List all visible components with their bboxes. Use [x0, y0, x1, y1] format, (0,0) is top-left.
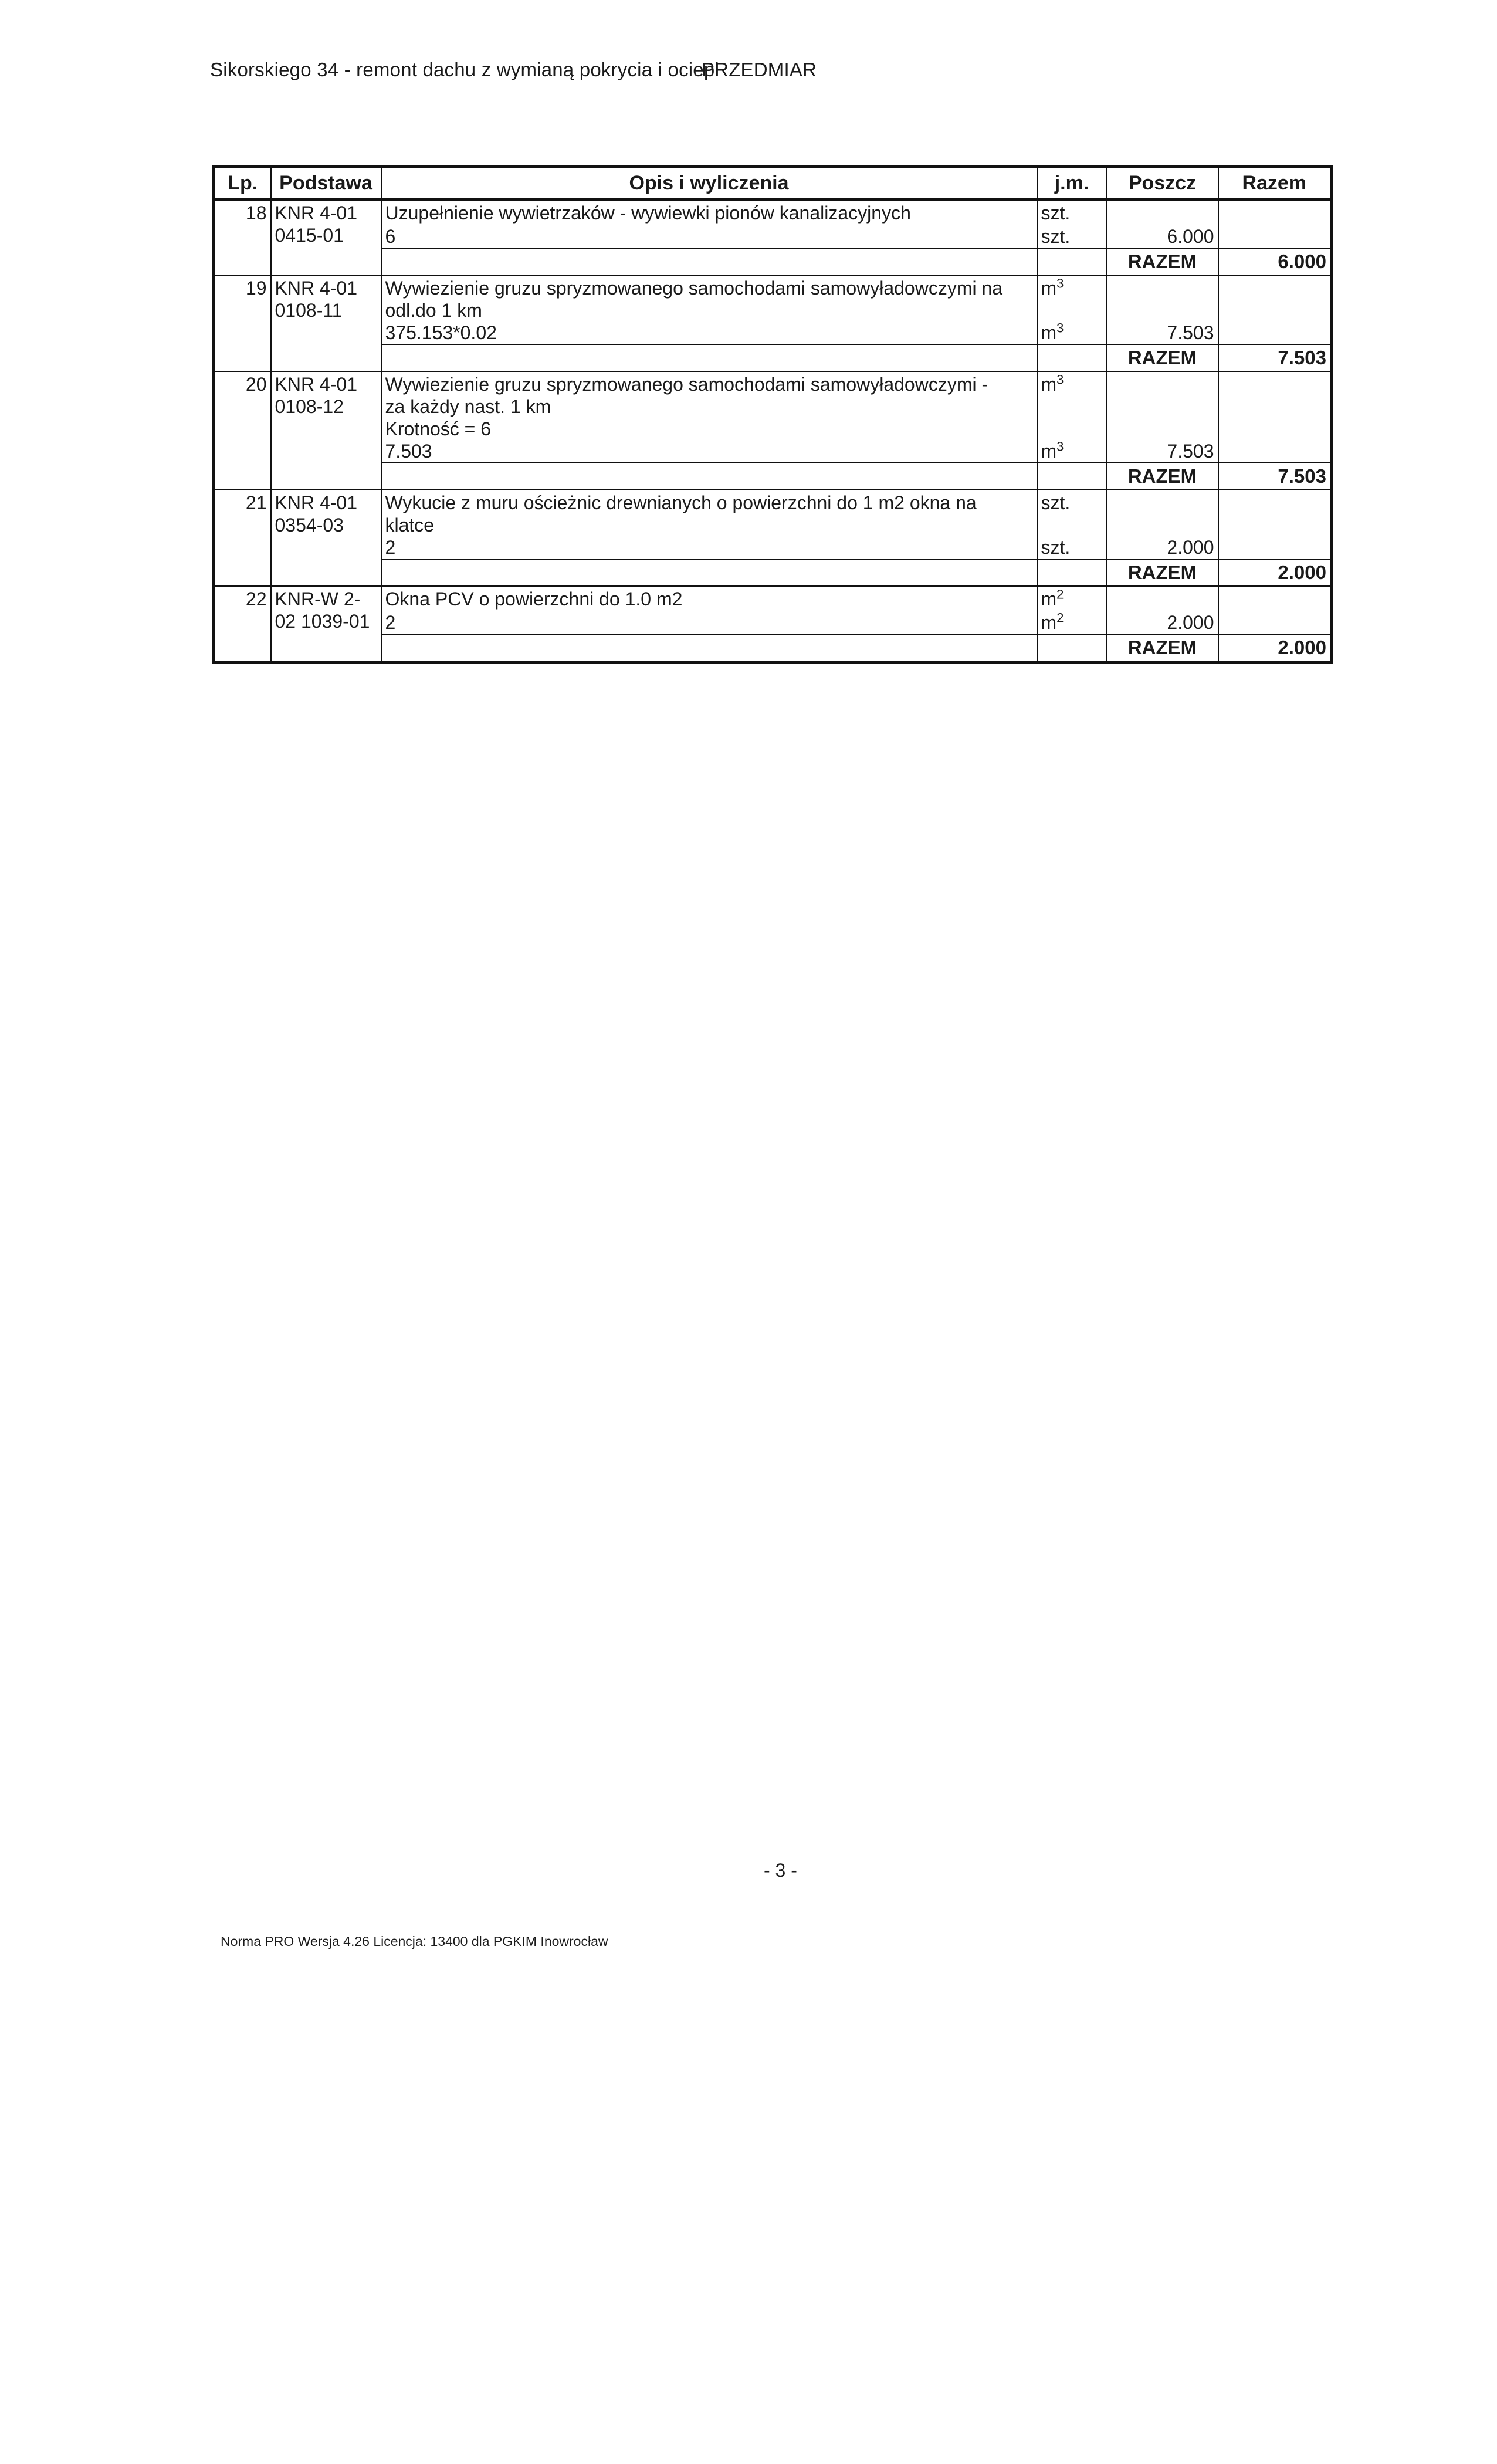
- poszcz-value: 2.000: [1107, 536, 1218, 559]
- page-number: - 3 -: [764, 1860, 797, 1881]
- opis-cell: [381, 490, 1037, 536]
- poszcz-value: 2.000: [1107, 610, 1218, 634]
- row-number: 19: [214, 275, 271, 344]
- razem-label: RAZEM: [1107, 463, 1218, 490]
- podstawa-code: KNR 4-01: [275, 277, 357, 299]
- calc-jm-unit: m: [1041, 322, 1057, 343]
- razem-label: RAZEM: [1107, 634, 1218, 662]
- column-header-jm: j.m.: [1037, 167, 1107, 199]
- podstawa-cell: [271, 371, 381, 463]
- jm-cell: [1037, 275, 1107, 321]
- calc-jm-unit: m: [1041, 612, 1057, 633]
- opis-line: Okna PCV o powierzchni do 1.0 m2: [385, 588, 683, 610]
- razem-value: 2.000: [1218, 634, 1332, 662]
- jm-exponent: 2: [1056, 587, 1064, 602]
- calc-expression: 2: [381, 536, 1037, 559]
- table-header-row: [214, 167, 1332, 199]
- jm-cell: szt.: [1037, 199, 1107, 225]
- opis-line: Wykucie z muru ościeżnic drewnianych o powierzchni do 1 m2 okna na: [385, 492, 977, 513]
- calc-expression: 2: [381, 610, 1037, 634]
- column-header-razem: Razem: [1218, 167, 1332, 199]
- podstawa-number: 0415-01: [275, 225, 344, 246]
- calc-expression: 7.503: [381, 440, 1037, 463]
- razem-label: RAZEM: [1107, 344, 1218, 371]
- razem-value: 6.000: [1218, 248, 1332, 275]
- podstawa-code: KNR 4-01: [275, 202, 357, 224]
- podstawa-number: 02 1039-01: [275, 611, 370, 632]
- poszcz-value: 7.503: [1107, 321, 1218, 344]
- jm-unit: m: [1041, 588, 1057, 610]
- column-header-lp: Lp.: [214, 167, 271, 199]
- calc-jm-exponent: 3: [1056, 439, 1064, 454]
- row-number: 22: [214, 586, 271, 634]
- podstawa-code: KNR-W 2-: [275, 588, 361, 610]
- calc-jm: [1037, 321, 1107, 344]
- jm-cell: [1037, 586, 1107, 610]
- row-number: 21: [214, 490, 271, 559]
- poszcz-value: 6.000: [1107, 224, 1218, 248]
- podstawa-cell: [271, 490, 381, 559]
- calc-jm-exponent: 3: [1056, 320, 1064, 336]
- calc-jm: [1037, 440, 1107, 463]
- podstawa-number: 0108-12: [275, 396, 344, 417]
- podstawa-cell: [271, 586, 381, 634]
- opis-line: Wywiezienie gruzu spryzmowanego samochodami samowyładowczymi na: [385, 277, 1003, 299]
- opis-cell: [381, 199, 1037, 225]
- opis-line: odl.do 1 km: [385, 300, 482, 321]
- calc-expression: 375.153*0.02: [381, 321, 1037, 344]
- header-document-title: PRZEDMIAR: [701, 59, 817, 80]
- software-footer: Norma PRO Wersja 4.26 Licencja: 13400 dla PGKIM Inowrocław: [221, 1934, 608, 1949]
- razem-label: RAZEM: [1107, 559, 1218, 586]
- opis-line: klatce: [385, 515, 435, 536]
- table-row: [214, 371, 1332, 490]
- page-header: [210, 59, 817, 81]
- calc-jm-exponent: 2: [1056, 610, 1064, 625]
- calc-jm: szt.: [1037, 224, 1107, 248]
- table-row: [214, 586, 1332, 662]
- jm-unit: m: [1041, 277, 1057, 299]
- calc-expression: 6: [381, 224, 1037, 248]
- poszcz-value: 7.503: [1107, 440, 1218, 463]
- podstawa-number: 0354-03: [275, 515, 344, 536]
- opis-cell: [381, 371, 1037, 440]
- calc-jm: szt.: [1037, 536, 1107, 559]
- header-project-text: Sikorskiego 34 - remont dachu z wymianą pokrycia i ociepl: [210, 59, 719, 80]
- podstawa-cell: [271, 275, 381, 344]
- razem-value: 2.000: [1218, 559, 1332, 586]
- podstawa-number: 0108-11: [275, 300, 343, 321]
- opis-cell: [381, 586, 1037, 610]
- row-number: 20: [214, 371, 271, 463]
- podstawa-code: KNR 4-01: [275, 492, 357, 513]
- table-row: [214, 490, 1332, 586]
- jm-unit: m: [1041, 374, 1057, 395]
- opis-cell: [381, 275, 1037, 321]
- calc-jm: [1037, 610, 1107, 634]
- jm-cell: szt.: [1037, 490, 1107, 536]
- opis-line: za każdy nast. 1 km: [385, 396, 551, 417]
- column-header-poszcz: Poszcz: [1107, 167, 1218, 199]
- podstawa-cell: [271, 199, 381, 249]
- jm-cell: [1037, 371, 1107, 440]
- calc-jm-unit: m: [1041, 441, 1057, 462]
- column-header-podstawa: Podstawa: [271, 167, 381, 199]
- opis-line: Uzupełnienie wywietrzaków - wywiewki pionów kanalizacyjnych: [385, 202, 911, 224]
- jm-exponent: 3: [1056, 276, 1064, 291]
- column-header-opis: Opis i wyliczenia: [381, 167, 1037, 199]
- razem-label: RAZEM: [1107, 248, 1218, 275]
- razem-value: 7.503: [1218, 463, 1332, 490]
- podstawa-code: KNR 4-01: [275, 374, 357, 395]
- row-number: 18: [214, 199, 271, 249]
- jm-exponent: 3: [1056, 372, 1064, 387]
- opis-line: Krotność = 6: [385, 418, 492, 439]
- table-row: [214, 199, 1332, 276]
- opis-line: Wywiezienie gruzu spryzmowanego samochodami samowyładowczymi -: [385, 374, 988, 395]
- przedmiar-table: [212, 165, 1333, 664]
- razem-value: 7.503: [1218, 344, 1332, 371]
- table-row: [214, 275, 1332, 371]
